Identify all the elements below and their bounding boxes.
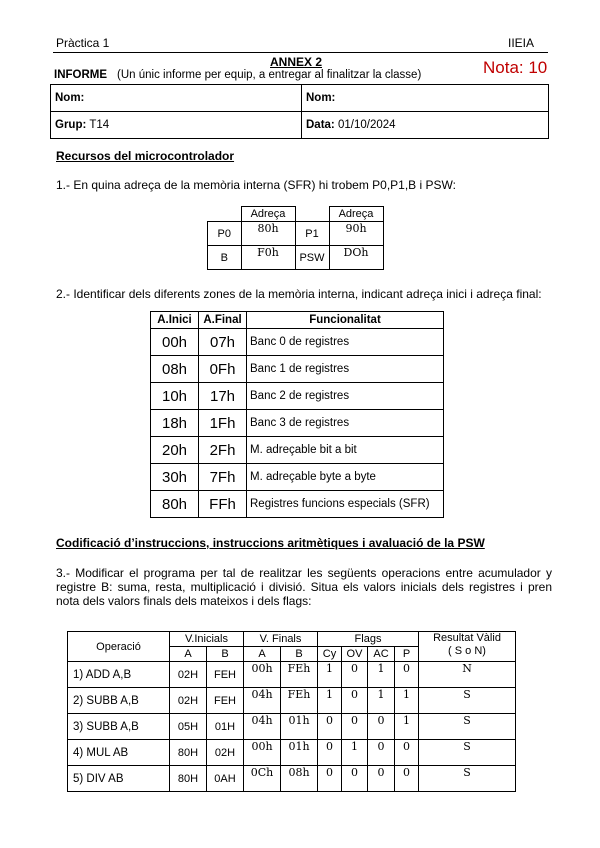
grup-value: T14 bbox=[89, 119, 110, 131]
initial-b: FEH bbox=[207, 688, 244, 714]
final-a: 00h bbox=[244, 740, 281, 766]
initial-a: 02H bbox=[170, 688, 207, 714]
flag-p: 0 bbox=[395, 740, 419, 766]
operation-name: 3) SUBB A,B bbox=[68, 714, 170, 740]
grup-field[interactable] bbox=[51, 112, 302, 139]
final-b: 01h bbox=[281, 740, 318, 766]
zone-function: M. adreçable bit a bit bbox=[247, 437, 444, 464]
initial-b: 0AH bbox=[207, 766, 244, 792]
operation-name: 5) DIV AB bbox=[68, 766, 170, 792]
flag-ov: 0 bbox=[342, 688, 368, 714]
address-header-2: Adreça bbox=[329, 207, 383, 222]
nom-field-2[interactable] bbox=[302, 85, 549, 112]
register-name: P1 bbox=[295, 222, 329, 246]
data-field[interactable] bbox=[302, 112, 549, 139]
register-name: P0 bbox=[208, 222, 242, 246]
valid-sublabel: ( S o N) bbox=[448, 645, 486, 657]
start-address: 30h bbox=[151, 464, 199, 491]
zone-function: Registres funcions especials (SFR) bbox=[247, 491, 444, 518]
initial-b: FEH bbox=[207, 662, 244, 688]
table-row bbox=[68, 662, 516, 688]
table-row bbox=[68, 688, 516, 714]
flag-ov: 0 bbox=[342, 662, 368, 688]
result-valid: S bbox=[419, 714, 516, 740]
start-address: 00h bbox=[151, 329, 199, 356]
final-b: 08h bbox=[281, 766, 318, 792]
informe-label: INFORME bbox=[54, 69, 108, 81]
start-address: 20h bbox=[151, 437, 199, 464]
final-a: 04h bbox=[244, 714, 281, 740]
table-row bbox=[151, 383, 444, 410]
valid-label: Resultat Vàlid bbox=[433, 632, 501, 644]
flag-ac: 0 bbox=[368, 766, 395, 792]
operations-table bbox=[67, 631, 516, 792]
question-3 bbox=[56, 566, 552, 608]
col-header-valid bbox=[419, 632, 516, 662]
end-address: 07h bbox=[199, 329, 247, 356]
subheader-final-a: A bbox=[244, 647, 281, 662]
flag-cy: 1 bbox=[318, 688, 342, 714]
address-value: 80h bbox=[241, 222, 295, 246]
result-valid: S bbox=[419, 740, 516, 766]
subheader-final-b: B bbox=[281, 647, 318, 662]
result-valid: S bbox=[419, 766, 516, 792]
initial-a: 05H bbox=[170, 714, 207, 740]
question-3-line-3: nota dels valors finals dels mateixos i dels flags: bbox=[56, 594, 312, 608]
flag-p: 0 bbox=[395, 662, 419, 688]
nom-field-1[interactable] bbox=[51, 85, 302, 112]
question-2: 2.- Identificar dels diferents zones de la memòria interna, indicant adreça inici i adreça final: bbox=[56, 287, 542, 301]
col-header-operation: Operació bbox=[68, 632, 170, 662]
flag-cy: 1 bbox=[318, 662, 342, 688]
flag-ov: 1 bbox=[342, 740, 368, 766]
end-address: 2Fh bbox=[199, 437, 247, 464]
table-row bbox=[151, 491, 444, 518]
question-3-line-1: 3.- Modificar el programa per tal de realitzar les següents operacions entre acumulador y bbox=[56, 566, 552, 580]
register-name: PSW bbox=[295, 246, 329, 270]
table-row bbox=[151, 437, 444, 464]
subheader-ac: AC bbox=[368, 647, 395, 662]
end-address: 0Fh bbox=[199, 356, 247, 383]
subheader-a: A bbox=[170, 647, 207, 662]
practice-label: Pràctica 1 bbox=[56, 36, 110, 50]
grade-note: Nota: 10 bbox=[483, 58, 548, 77]
col-header-start: A.Inici bbox=[151, 312, 199, 329]
subheader-p: P bbox=[395, 647, 419, 662]
result-valid: S bbox=[419, 688, 516, 714]
final-b: FEh bbox=[281, 662, 318, 688]
question-1: 1.- En quina adreça de la memòria interna (SFR) hi trobem P0,P1,B i PSW: bbox=[56, 178, 456, 192]
data-label: Data: bbox=[306, 119, 335, 131]
table-row bbox=[151, 329, 444, 356]
col-header-function: Funcionalitat bbox=[247, 312, 444, 329]
table-row bbox=[151, 410, 444, 437]
sfr-address-table bbox=[207, 206, 384, 270]
register-name: B bbox=[208, 246, 242, 270]
zone-function: Banc 1 de registres bbox=[247, 356, 444, 383]
initial-a: 02H bbox=[170, 662, 207, 688]
initial-a: 80H bbox=[170, 766, 207, 792]
start-address: 08h bbox=[151, 356, 199, 383]
start-address: 10h bbox=[151, 383, 199, 410]
grup-label: Grup: bbox=[55, 119, 87, 131]
informe-note: (Un únic informe per equip, a entregar al finalitzar la classe) bbox=[117, 69, 422, 81]
flag-ac: 0 bbox=[368, 740, 395, 766]
result-valid: N bbox=[419, 662, 516, 688]
col-header-initial-values: V.Inicials bbox=[170, 632, 244, 647]
question-3-line-2: registre B: suma, resta, multiplicació i divisió. Situa els valors inicials dels registres i pren bbox=[56, 580, 552, 594]
flag-p: 0 bbox=[395, 766, 419, 792]
table-row bbox=[151, 464, 444, 491]
data-value: 01/10/2024 bbox=[337, 119, 396, 131]
table-row bbox=[68, 714, 516, 740]
final-b: 01h bbox=[281, 714, 318, 740]
informe-line bbox=[54, 69, 421, 81]
zone-function: Banc 2 de registres bbox=[247, 383, 444, 410]
final-a: 04h bbox=[244, 688, 281, 714]
flag-ov: 0 bbox=[342, 766, 368, 792]
info-form bbox=[50, 84, 549, 139]
end-address: FFh bbox=[199, 491, 247, 518]
flag-cy: 0 bbox=[318, 714, 342, 740]
annex-title: ANNEX 2 bbox=[270, 55, 323, 69]
final-a: 0Ch bbox=[244, 766, 281, 792]
zone-function: M. adreçable byte a byte bbox=[247, 464, 444, 491]
initial-b: 02H bbox=[207, 740, 244, 766]
final-b: FEh bbox=[281, 688, 318, 714]
course-label: IIEIA bbox=[507, 36, 534, 50]
flag-cy: 0 bbox=[318, 766, 342, 792]
section-title-resources: Recursos del microcontrolador bbox=[56, 149, 235, 163]
nom-label-2: Nom: bbox=[306, 92, 336, 104]
header-divider bbox=[53, 52, 548, 53]
flag-ov: 0 bbox=[342, 714, 368, 740]
flag-cy: 0 bbox=[318, 740, 342, 766]
blank-cell bbox=[295, 207, 329, 222]
operation-name: 1) ADD A,B bbox=[68, 662, 170, 688]
operation-name: 4) MUL AB bbox=[68, 740, 170, 766]
flag-ac: 1 bbox=[368, 662, 395, 688]
end-address: 1Fh bbox=[199, 410, 247, 437]
address-value: F0h bbox=[241, 246, 295, 270]
end-address: 17h bbox=[199, 383, 247, 410]
nom-label-1: Nom: bbox=[55, 92, 85, 104]
address-header-1: Adreça bbox=[241, 207, 295, 222]
initial-a: 80H bbox=[170, 740, 207, 766]
blank-cell bbox=[208, 207, 242, 222]
start-address: 18h bbox=[151, 410, 199, 437]
flag-p: 1 bbox=[395, 714, 419, 740]
subheader-cy: Cy bbox=[318, 647, 342, 662]
address-value: 90h bbox=[329, 222, 383, 246]
zone-function: Banc 0 de registres bbox=[247, 329, 444, 356]
address-value: DOh bbox=[329, 246, 383, 270]
section-title-instructions: Codificació d’instruccions, instruccions aritmètiques i avaluació de la PSW bbox=[56, 536, 485, 550]
col-header-end: A.Final bbox=[199, 312, 247, 329]
flag-ac: 0 bbox=[368, 714, 395, 740]
flag-ac: 1 bbox=[368, 688, 395, 714]
end-address: 7Fh bbox=[199, 464, 247, 491]
zone-function: Banc 3 de registres bbox=[247, 410, 444, 437]
final-a: 00h bbox=[244, 662, 281, 688]
initial-b: 01H bbox=[207, 714, 244, 740]
flag-p: 1 bbox=[395, 688, 419, 714]
col-header-flags: Flags bbox=[318, 632, 419, 647]
table-row bbox=[68, 766, 516, 792]
memory-zones-table bbox=[150, 311, 444, 518]
subheader-ov: OV bbox=[342, 647, 368, 662]
start-address: 80h bbox=[151, 491, 199, 518]
table-row bbox=[68, 740, 516, 766]
table-row bbox=[151, 356, 444, 383]
subheader-b: B bbox=[207, 647, 244, 662]
operation-name: 2) SUBB A,B bbox=[68, 688, 170, 714]
col-header-final-values: V. Finals bbox=[244, 632, 318, 647]
